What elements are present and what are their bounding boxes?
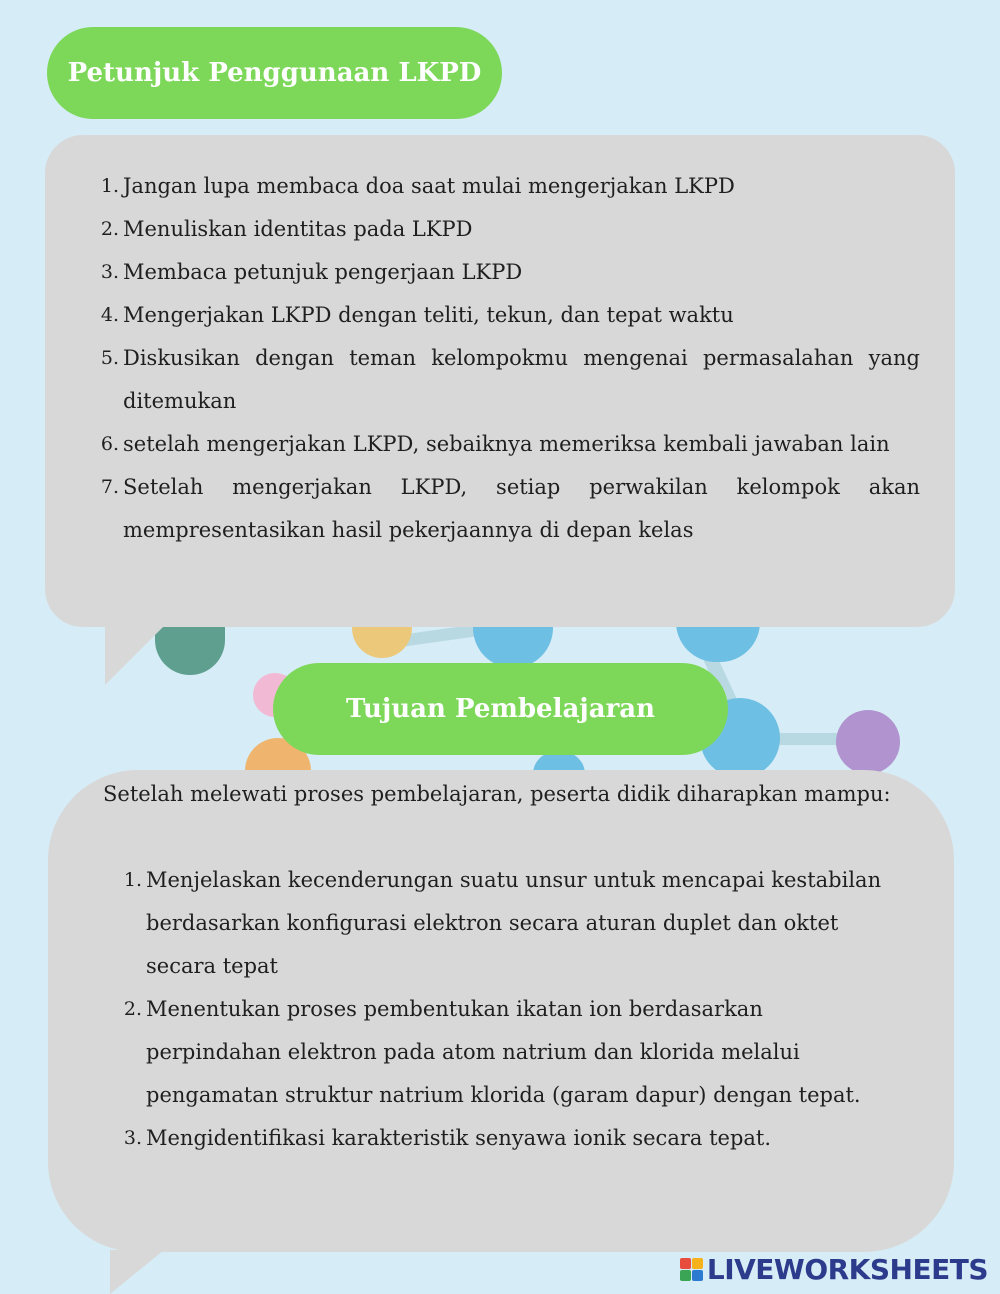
list-item: 2. Menentukan proses pembentukan ikatan ion berdasarkan perpindahan elektron pada atom natrium dan klorida melalui pengamatan struktur natrium klorida (garam dapur) dengan tepat. [123,997,861,1107]
list-item: 6. setelah mengerjakan LKPD, sebaiknya memeriksa kembali jawaban lain [100,432,890,456]
list-item: 3. Membaca petunjuk pengerjaan LKPD [100,260,523,284]
instructions-bubble-tail [105,625,165,685]
molecule-atom-blue [676,622,760,662]
instructions-list [45,165,920,552]
list-item: 5. Diskusikan dengan teman kelompokmu mengenai permasalahan yang ditemukan [100,346,920,413]
objectives-intro: Setelah melewati proses pembelajaran, peserta didik diharapkan mampu: [103,782,891,806]
objectives-bubble-tail [110,1250,164,1294]
instructions-title-pill [47,27,502,119]
list-item: 7. Setelah mengerjakan LKPD, setiap perwakilan kelompok akan mempresentasikan hasil pekerjaannya di depan kelas [100,475,920,542]
objectives-title-pill [273,663,728,755]
liveworksheets-logo[interactable] [680,1253,988,1286]
objectives-title: Tujuan Pembelajaran [345,694,656,724]
instructions-title: Petunjuk Penggunaan LKPD [67,58,482,88]
list-item: 1. Menjelaskan kecenderungan suatu unsur untuk mencapai kestabilan berdasarkan konfigurasi elektron secara aturan duplet dan oktet secara tepat [123,868,882,978]
list-item: 4. Mengerjakan LKPD dengan teliti, tekun, dan tepat waktu [100,303,734,327]
objectives-list [68,859,888,1160]
liveworksheets-icon [680,1258,703,1281]
brand-name: LIVEWORKSHEETS [706,1253,988,1286]
list-item: 1. Jangan lupa membaca doa saat mulai mengerjakan LKPD [100,174,735,198]
list-item: 2. Menuliskan identitas pada LKPD [100,217,473,241]
molecule-atom-purple [836,710,900,774]
molecule-atom-blue [473,622,553,668]
list-item: 3. Mengidentifikasi karakteristik senyawa ionik secara tepat. [123,1126,772,1150]
